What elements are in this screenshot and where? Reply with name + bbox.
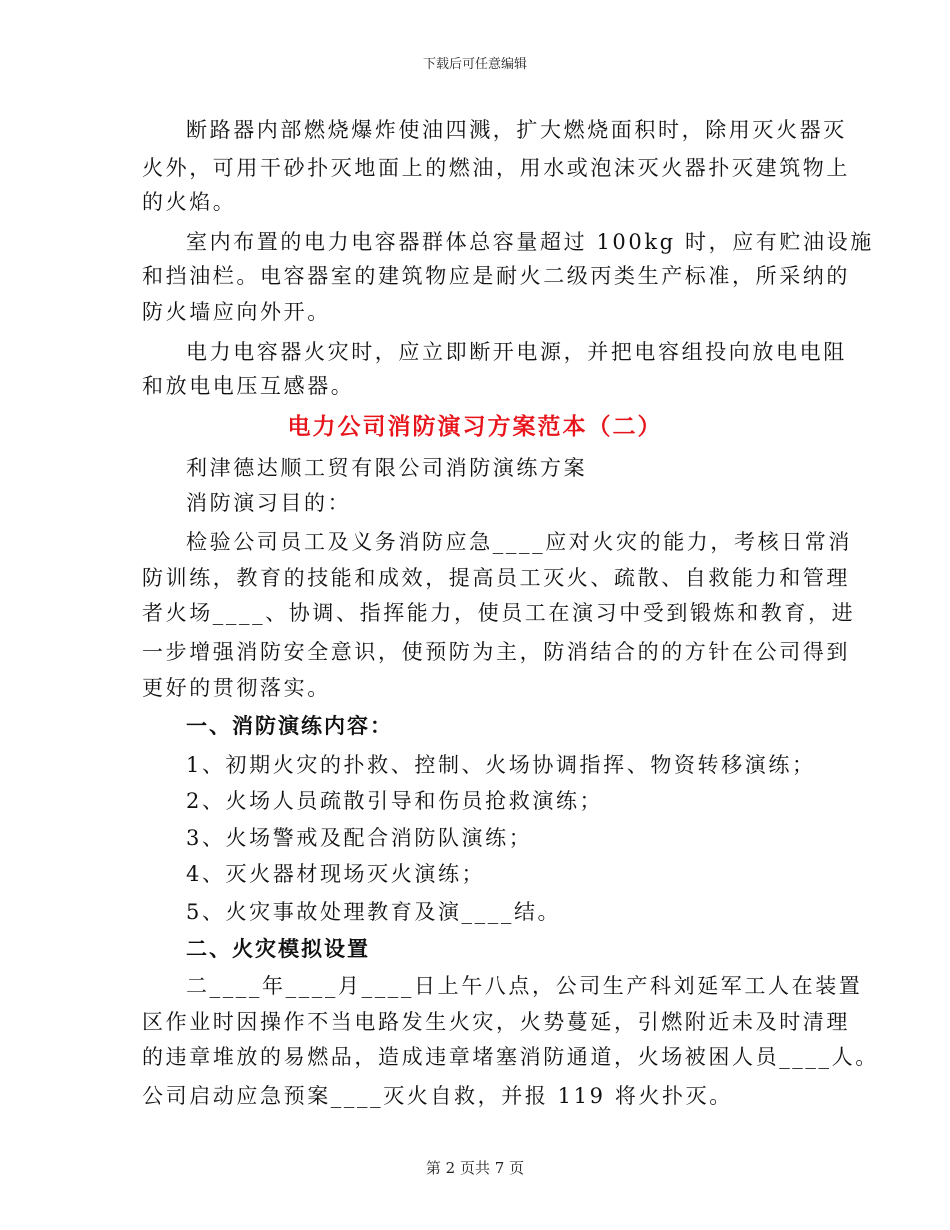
paragraph-line: 室内布置的电力电容器群体总容量超过 100kg 时，应有贮油设施	[186, 230, 874, 254]
list-item: 4、灭火器材现场灭火演练；	[186, 862, 486, 886]
paragraph-line: 利津德达顺工贸有限公司消防演练方案	[186, 456, 588, 480]
paragraph-line: 的违章堆放的易燃品，造成违章堵塞消防通道，火场被困人员____人。	[142, 1045, 879, 1069]
list-item: 1、初期火灾的扑救、控制、火场协调指挥、物资转移演练；	[186, 753, 816, 777]
paragraph-line: 一步增强消防安全意识，使预防为主，防消结合的的方针在公司得到	[142, 640, 850, 664]
paragraph-line: 消防演习目的：	[186, 491, 352, 515]
paragraph-line: 者火场____、协调、指挥能力，使员工在演习中受到锻炼和教育，进	[142, 601, 856, 625]
list-item: 2、火场人员疏散引导和伤员抢救演练；	[186, 789, 604, 813]
section-heading: 二、火灾模拟设置	[186, 937, 370, 961]
paragraph-line: 区作业时因操作不当电路发生火灾，火势蔓延，引燃附近未及时清理	[142, 1010, 850, 1034]
section-title: 电力公司消防演习方案范本（二）	[287, 414, 663, 440]
paragraph-line: 火外，可用干砂扑灭地面上的燃油，用水或泡沫灭火器扑灭建筑物上	[142, 156, 850, 180]
paragraph-line: 二____年____月____日上午八点，公司生产科刘延军工人在装置	[186, 974, 863, 998]
paragraph-line: 和挡油栏。电容器室的建筑物应是耐火二级丙类生产标准，所采纳的	[142, 264, 850, 288]
section-heading: 一、消防演练内容：	[186, 714, 393, 738]
paragraph-line: 电力电容器火灾时，应立即断开电源，并把电容组投向放电电阻	[186, 340, 847, 364]
page-footer: 第 2 页共 7 页	[425, 1159, 525, 1177]
page-header: 下载后可任意编辑	[422, 57, 527, 72]
list-item: 3、火场警戒及配合消防队演练；	[186, 826, 533, 850]
paragraph-line: 断路器内部燃烧爆炸使油四溅，扩大燃烧面积时，除用灭火器灭	[186, 118, 847, 142]
paragraph-line: 防训练，教育的技能和成效，提高员工灭火、疏散、自救能力和管理	[142, 566, 850, 590]
list-item: 5、火灾事故处理教育及演____结。	[186, 900, 562, 924]
paragraph-line: 和放电电压互感器。	[142, 374, 355, 398]
paragraph-line: 公司启动应急预案____灭火自救，并报 119 将火扑灭。	[142, 1084, 733, 1108]
paragraph-line: 的火焰。	[142, 190, 237, 214]
paragraph-line: 防火墙应向外开。	[142, 300, 331, 324]
paragraph-line: 更好的贯彻落实。	[142, 676, 331, 700]
paragraph-line: 检验公司员工及义务消防应急____应对火灾的能力，考核日常消	[186, 530, 852, 554]
